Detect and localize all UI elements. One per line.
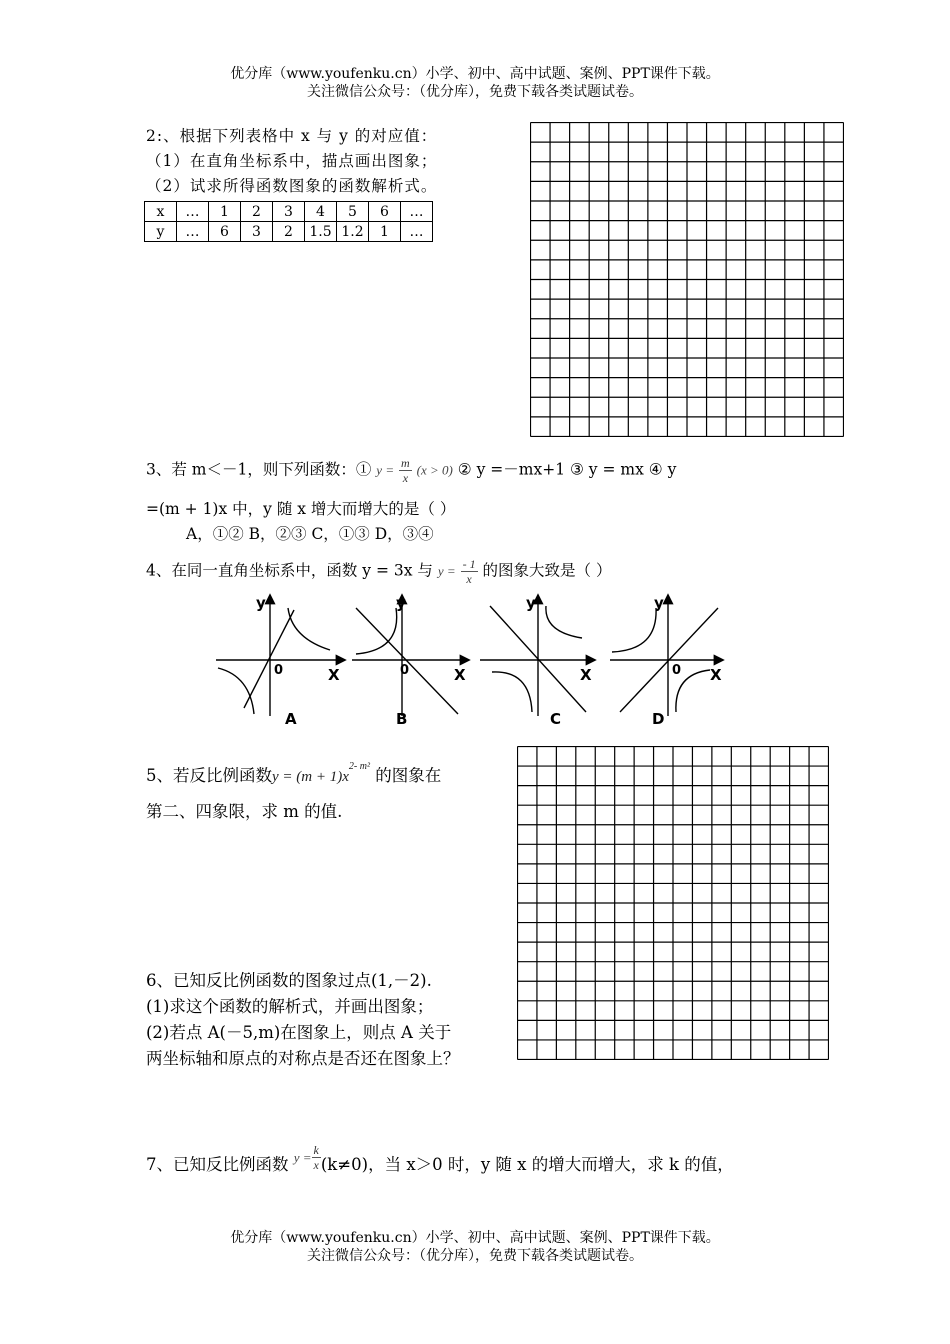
q7-f-denominator: x <box>313 1158 319 1172</box>
q4-choice-graphs <box>210 588 730 728</box>
q3-rest: ② y =－mx+1 ③ y = mx ④ y <box>457 460 677 479</box>
graph-d-x-label: X <box>710 666 722 684</box>
graph-b-x-label: X <box>454 666 466 684</box>
table-cell: … <box>401 222 433 242</box>
q7-f-fraction <box>312 1143 321 1172</box>
table-cell: … <box>177 202 209 222</box>
graph-c-curve-q3 <box>492 672 532 712</box>
q2-line-3: （2）试求所得函数图象的函数解析式。 <box>146 177 438 195</box>
table-cell: … <box>177 222 209 242</box>
q4-prefix: 4、在同一直角坐标系中，函数 y = 3x 与 <box>146 561 433 580</box>
graph-a-letter: A <box>285 710 297 728</box>
table-cell: 2 <box>273 222 305 242</box>
q3-prefix: 3、若 m＜－1，则下列函数：① <box>146 460 372 479</box>
q3-f1-denominator: x <box>402 471 409 485</box>
graph-d-origin: 0 <box>672 663 682 678</box>
q3-f1-fraction <box>399 456 412 485</box>
graph-a-x-label: X <box>328 666 340 684</box>
header-line-1: 优分库（www.youfenku.cn）小学、初中、高中试题、案例、PPT课件下载。 <box>230 66 720 82</box>
q3-f1-numerator: m <box>401 456 410 470</box>
table-cell: … <box>401 202 433 222</box>
footer-line-2: 关注微信公众号：（优分库），免费下载各类试题试卷。 <box>307 1248 643 1264</box>
graph-a <box>216 596 344 716</box>
graph-c-letter: C <box>550 710 562 728</box>
q5-suffix: 的图象在 <box>375 766 442 785</box>
q4-f-fraction <box>461 557 478 586</box>
graph-a-curve-q1 <box>288 608 330 650</box>
table-cell: 1.2 <box>337 222 369 242</box>
q5-formula <box>272 761 370 785</box>
q7-f-lhs: y = <box>293 1150 312 1165</box>
q4-f-denominator: x <box>466 572 472 586</box>
q4-suffix: 的图象大致是（ ） <box>482 561 612 580</box>
graph-b-y-label: y <box>396 594 406 612</box>
header-line-2: 关注微信公众号：（优分库），免费下载各类试题试卷。 <box>307 84 643 100</box>
table-row <box>145 202 433 222</box>
table-cell: 6 <box>369 202 401 222</box>
q3-f1-lhs: y = <box>376 462 395 478</box>
q2-grid-paper <box>530 122 844 437</box>
graph-c-x-label: X <box>580 666 592 684</box>
graph-d-curve-q2 <box>612 608 656 652</box>
table-row <box>145 222 433 242</box>
q4-f-numerator: - 1 <box>462 557 476 571</box>
graph-c-curve-q1 <box>546 606 582 638</box>
graph-b-line <box>356 608 458 714</box>
q5-formula-exponent: 2- m² <box>348 761 370 772</box>
q3-line-2: =(m + 1)x 中，y 随 x 增大而增大的是（ ） <box>146 500 456 518</box>
q5-line-2: 第二、四象限，求 m 的值. <box>146 802 343 821</box>
q6-line-4: 两坐标轴和原点的对称点是否还在图象上？ <box>146 1049 460 1068</box>
q4-line <box>146 557 611 586</box>
graph-b-letter: B <box>396 710 408 728</box>
graph-d-y-label: y <box>654 594 664 612</box>
q2-line-1: 2:、根据下列表格中 x 与 y 的对应值： <box>146 127 438 145</box>
table-cell: 4 <box>305 202 337 222</box>
footer-line-1: 优分库（www.youfenku.cn）小学、初中、高中试题、案例、PPT课件下载。 <box>230 1230 720 1246</box>
graph-a-origin: 0 <box>274 663 284 678</box>
q4-f-lhs: y = <box>437 563 456 579</box>
q5-q6-grid-paper <box>517 746 829 1060</box>
table-cell: 6 <box>209 222 241 242</box>
graph-b <box>352 596 468 716</box>
graph-a-y-label: y <box>256 594 266 612</box>
q3-options: A，①② B，②③ C，①③ D，③④ <box>186 525 434 543</box>
table-cell: 1 <box>369 222 401 242</box>
q5-formula-base: y = (m + 1)x <box>272 769 349 785</box>
table-cell: 3 <box>241 222 273 242</box>
q2-line-2: （1）在直角坐标系中，描点画出图象； <box>146 152 438 170</box>
q3-line-1 <box>146 456 676 485</box>
q7-f-numerator: k <box>313 1143 319 1157</box>
q6-line-1: 6、已知反比例函数的图象过点(1,－2). <box>146 971 432 990</box>
q7-prefix: 7、已知反比例函数 <box>146 1155 289 1174</box>
table-cell: x <box>145 202 177 222</box>
graph-c <box>480 596 594 716</box>
q5-prefix: 5、若反比例函数 <box>146 766 272 785</box>
table-cell: y <box>145 222 177 242</box>
graph-b-origin: 0 <box>400 663 410 678</box>
q7-suffix: (k≠0)，当 x＞0 时，y 随 x 的增大而增大，求 k 的值， <box>320 1155 734 1174</box>
table-cell: 1.5 <box>305 222 337 242</box>
graph-d <box>610 596 722 716</box>
table-cell: 2 <box>241 202 273 222</box>
graph-a-line <box>244 610 294 708</box>
q5-line-1 <box>146 760 441 790</box>
q2-value-table <box>144 201 433 242</box>
q3-f1-condition: (x > 0) <box>416 462 453 478</box>
graph-a-curve-q3 <box>218 668 254 714</box>
q6-line-2: (1)求这个函数的解析式，并画出图象； <box>146 997 434 1016</box>
table-cell: 3 <box>273 202 305 222</box>
table-cell: 1 <box>209 202 241 222</box>
q7-line <box>146 1143 734 1181</box>
graph-c-y-label: y <box>526 594 536 612</box>
graph-d-letter: D <box>652 710 665 728</box>
q6-line-3: (2)若点 A(－5,m)在图象上，则点 A 关于 <box>146 1023 452 1042</box>
table-cell: 5 <box>337 202 369 222</box>
